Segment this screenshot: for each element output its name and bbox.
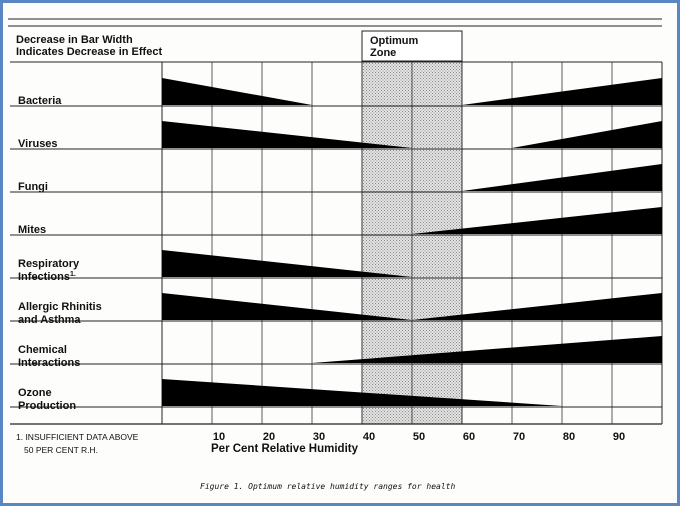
legend-note-line1: Decrease in Bar Width [16,34,133,46]
x-tick-label: 20 [262,431,276,443]
row-label-line2: and Asthma [18,314,81,326]
row-label-line2: Production [18,400,77,412]
x-tick-label: 30 [312,431,326,443]
x-tick-label: 50 [412,431,426,443]
footnote-marker: 1. [69,271,76,278]
row-label-line1: Chemical [18,344,67,356]
effect-wedge [512,121,662,148]
x-tick-label: 40 [362,431,376,443]
x-tick-label: 10 [212,431,226,443]
row-label-line1: Respiratory [18,258,80,270]
x-tick-label: 60 [462,431,476,443]
row-label-line1: Allergic Rhinitis [18,301,102,313]
optimum-zone-label-line2: Zone [370,47,397,59]
footnote-line2: 50 PER CENT R.H. [24,445,99,455]
x-tick-label: 90 [612,431,626,443]
row-label-line2: Interactions [18,357,81,369]
row-label-line2: Infections$^{1.}$ [18,271,76,283]
row-label: Viruses [18,138,58,150]
x-tick-label: 80 [562,431,576,443]
figure-caption: Figure 1. Optimum relative humidity ranges for health [200,482,456,491]
row-label: Mites [18,224,47,236]
row-label: Bacteria [18,95,62,107]
footnote-line1: 1. INSUFFICIENT DATA ABOVE [16,432,139,442]
legend-note-line2: Indicates Decrease in Effect [16,46,163,58]
optimum-zone-label-line1: Optimum [370,35,419,47]
effect-wedge [162,78,312,105]
x-axis-label: Per Cent Relative Humidity [211,443,358,455]
x-tick-label: 70 [512,431,526,443]
row-label: Fungi [18,181,48,193]
row-label-line1: Ozone [18,387,52,399]
